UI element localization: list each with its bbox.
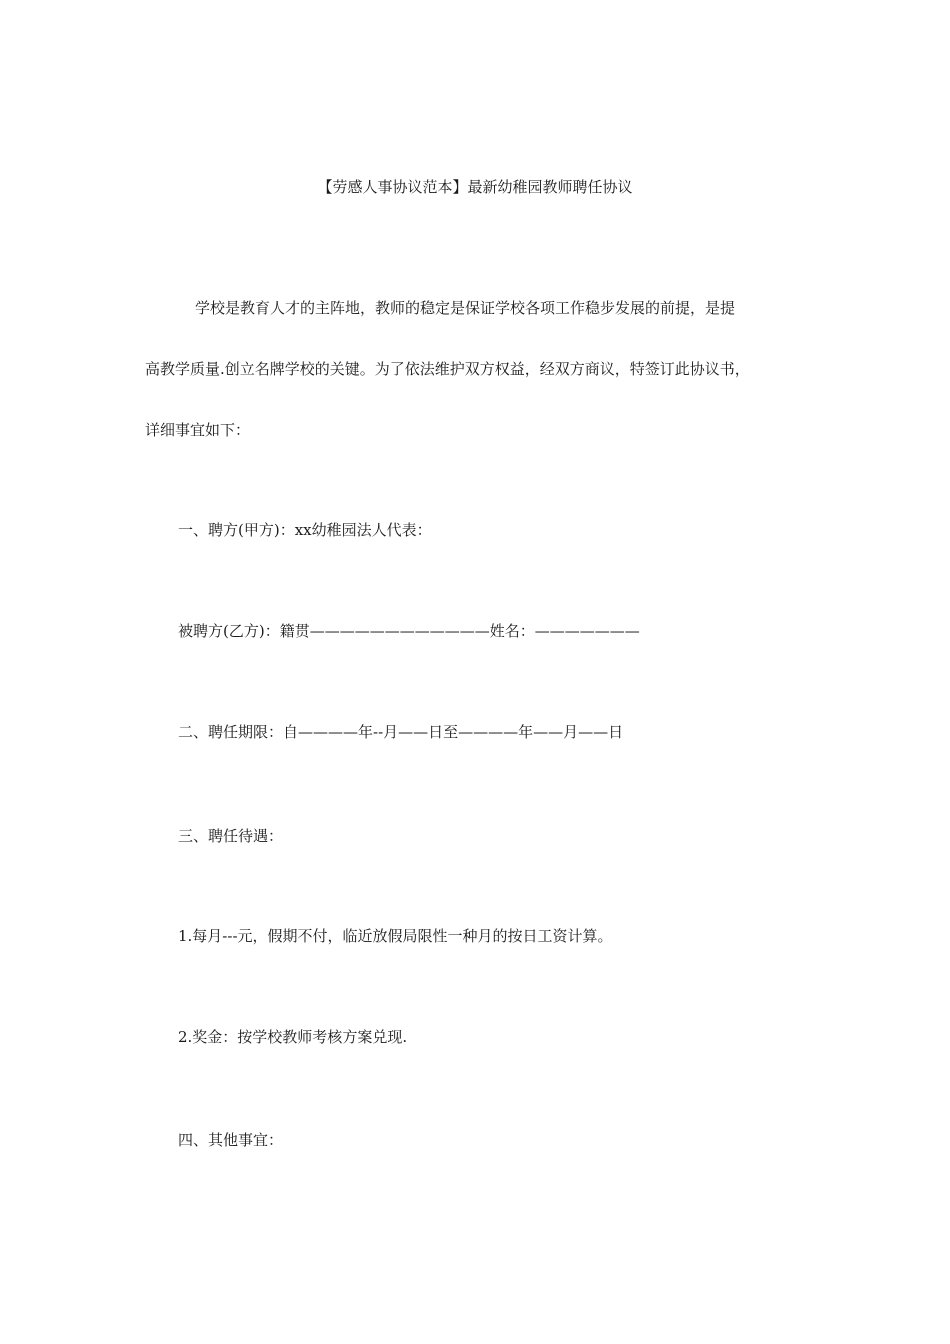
clause-employer: 一、聘方(甲方)：xx幼稚园法人代表： bbox=[178, 521, 432, 539]
intro-line: 学校是教育人才的主阵地，教师的稳定是保证学校各项工作稳步发展的前提，是提 bbox=[195, 299, 736, 317]
clause-compensation-heading: 三、聘任待遇： bbox=[178, 827, 284, 845]
intro-paragraph bbox=[145, 298, 805, 481]
intro-line: 高教学质量.创立名牌学校的关键。为了依法维护双方权益，经双方商议，特签订此协议书， bbox=[145, 360, 750, 378]
clause-employee: 被聘方(乙方)：籍贯————————————姓名：——————— bbox=[178, 622, 640, 640]
clause-bonus: 2.奖金：按学校教师考核方案兑现. bbox=[178, 1028, 408, 1046]
clause-other-heading: 四、其他事宜： bbox=[178, 1131, 284, 1149]
document-title: 【劳感人事协议范本】最新幼稚园教师聘任协议 bbox=[317, 178, 633, 196]
intro-line: 详细事宜如下： bbox=[145, 421, 251, 439]
clause-monthly-pay: 1.每月---元，假期不付，临近放假局限性一种月的按日工资计算。 bbox=[178, 927, 613, 945]
clause-term: 二、聘任期限：自————年--月——日至————年——月——日 bbox=[178, 723, 624, 741]
